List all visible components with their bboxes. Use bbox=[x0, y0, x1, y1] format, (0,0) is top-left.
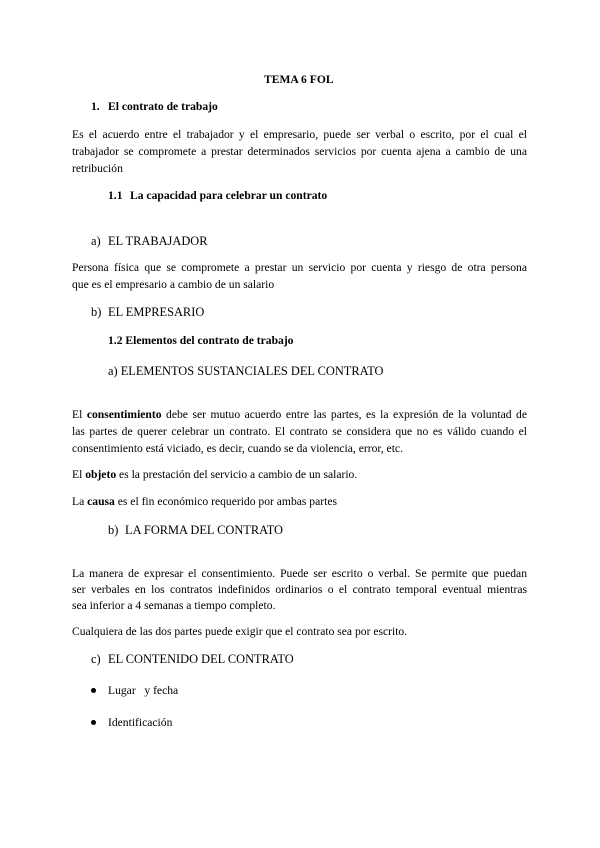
object-prefix: El bbox=[72, 468, 86, 481]
bullet-icon bbox=[91, 688, 96, 693]
item-c-marker: c) bbox=[91, 652, 101, 666]
list-item: Identificación bbox=[108, 716, 173, 729]
paragraph-written: Cualquiera de las dos partes puede exigir que el contrato sea por escrito. bbox=[72, 625, 408, 638]
item-b-heading: EL EMPRESARIO bbox=[108, 305, 205, 319]
section-1-1-number: 1.1 bbox=[108, 189, 123, 202]
term-causa: causa bbox=[87, 495, 115, 508]
paragraph-form-line-1: La manera de expresar el consentimiento. Puede ser escrito o verbal. Se permite que puedan bbox=[72, 567, 527, 580]
subsection-b-heading: LA FORMA DEL CONTRATO bbox=[125, 523, 283, 537]
subsection-b-marker: b) bbox=[108, 523, 119, 537]
page-title: TEMA 6 FOL bbox=[264, 73, 334, 86]
section-1-2-heading: 1.2 Elementos del contrato de trabajo bbox=[108, 334, 294, 347]
cause-suffix: es el fin económico requerido por ambas partes bbox=[114, 495, 337, 508]
consent-prefix: El bbox=[72, 408, 87, 421]
paragraph-contract-line-3: retribución bbox=[72, 162, 123, 175]
consent-suffix: debe ser mutuo acuerdo entre las partes, es la expresión de la voluntad de bbox=[161, 408, 528, 421]
item-a-heading: EL TRABAJADOR bbox=[108, 234, 208, 248]
object-suffix: es la prestación del servicio a cambio de un salario. bbox=[116, 468, 358, 481]
section-1-number: 1. bbox=[91, 100, 100, 113]
subsection-a-heading: a) ELEMENTOS SUSTANCIALES DEL CONTRATO bbox=[108, 364, 384, 378]
paragraph-consent-line-3: consentimiento está viciado, es decir, cuando se da violencia, error, etc. bbox=[72, 442, 403, 455]
paragraph-worker-line-1: Persona física que se compromete a prestar un servicio por cuenta y riesgo de otra persona bbox=[72, 261, 527, 274]
cause-prefix: La bbox=[72, 495, 88, 508]
term-consentimiento: consentimiento bbox=[86, 408, 162, 421]
item-b-marker: b) bbox=[91, 305, 102, 319]
list-item: Lugar y fecha bbox=[108, 684, 179, 697]
paragraph-consent-line-1 bbox=[72, 407, 527, 423]
bullet-icon bbox=[91, 720, 96, 725]
paragraph-object bbox=[72, 467, 527, 483]
item-a-marker: a) bbox=[91, 234, 101, 248]
section-1-heading: El contrato de trabajo bbox=[108, 100, 218, 113]
paragraph-contract-line-1: Es el acuerdo entre el trabajador y el empresario, puede ser verbal o escrito, por el cual el bbox=[72, 128, 527, 141]
paragraph-form-line-3: sea inferior a 4 semanas a tiempo completo. bbox=[72, 599, 276, 612]
item-c-heading: EL CONTENIDO DEL CONTRATO bbox=[108, 652, 294, 666]
paragraph-form-line-2: ser verbales en los contratos indefinidos ordinarios o el contrato temporal eventual mientras bbox=[72, 583, 527, 596]
paragraph-consent-line-2: las partes de querer celebrar un contrato. El contrato se considera que no es válido cuando el bbox=[72, 425, 527, 438]
paragraph-contract-line-2: trabajador se compromete a prestar determinados servicios por cuenta ajena a cambio de una bbox=[72, 145, 527, 158]
term-objeto: objeto bbox=[85, 468, 117, 481]
section-1-1-heading: La capacidad para celebrar un contrato bbox=[130, 189, 328, 202]
paragraph-cause bbox=[72, 494, 527, 510]
paragraph-worker-line-2: que es el empresario a cambio de un salario bbox=[72, 278, 275, 291]
